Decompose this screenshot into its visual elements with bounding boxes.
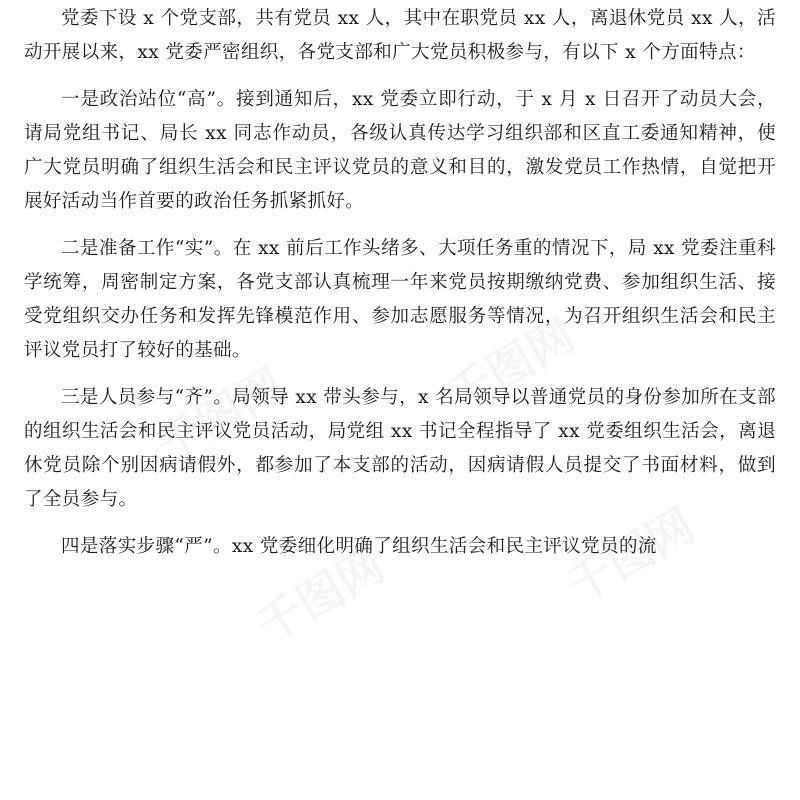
watermark: 千图网 [557,497,704,614]
paragraph-participation: 三是人员参与“齐”。局领导 xx 带头参与，x 名局领导以普通党员的身份参加所在支部的组织生活会和民主评议党员活动，局党组 xx 书记全程指导了 xx 党委组织生活会，离退休党员除个别因病请假外，都参加了本支部的活动，因病请假人员提交了书面材料，做到了全员参与。 [24,387,776,510]
paragraph-implementation: 四是落实步骤“严”。xx 党委细化明确了组织生活会和民主评议党员的流 [61,536,657,557]
paragraph-preparation: 二是准备工作“实”。在 xx 前后工作头绪多、大项任务重的情况下，局 xx 党委注重科学统筹，周密制定方案，各党支部认真梳理一年来党员按期缴纳党费、参加组织生活、接受党组织交办任务和发挥先锋模范作用、参加志愿服务等情况，为召开组织生活会和民主评议党员打了较好的基础。 [24,238,776,361]
watermark: 千图网 [147,357,294,474]
watermark: 千图网 [247,537,394,654]
watermark: 千图网 [437,307,584,424]
document-body [24,2,776,577]
paragraph-political-stance: 一是政治站位“高”。接到通知后，xx 党委立即行动，于 x 月 x 日召开了动员大会，请局党组书记、局长 xx 同志作动员，各级认真传达学习组织部和区直工委通知精神，使广大党员明确了组织生活会和民主评议党员的意义和目的，激发党员工作热情，自觉把开展好活动当作首要的政治任务抓紧抓好。 [24,89,776,212]
paragraph-intro: 党委下设 x 个党支部，共有党员 xx 人，其中在职党员 xx 人，离退休党员 xx 人，活动开展以来，xx 党委严密组织，各党支部和广大党员积极参与，有以下 x 个方面特点： [24,8,776,63]
